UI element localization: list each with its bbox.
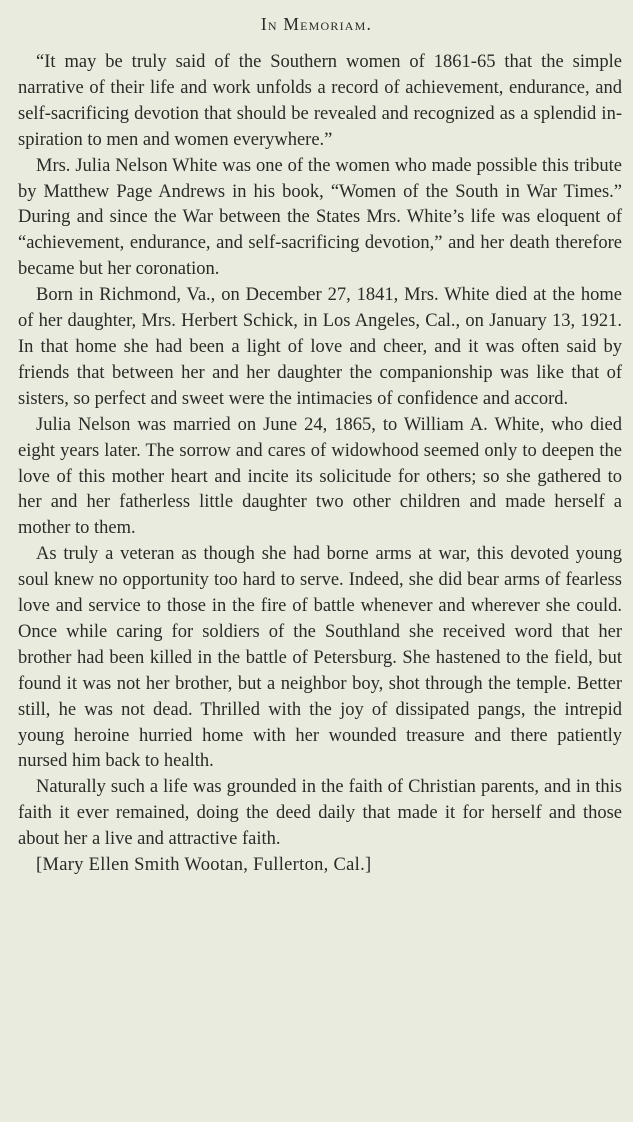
paragraph-3: Born in Richmond, Va., on December 27, 1841, Mrs. White died at the home of her daughter, Mrs. Herbert Schick, in Los Angeles, Cal., on January 13, 1921. In that home she had been a light of love and cheer, and it was often said by friends that between her and her daughter the companionship was like that of sisters, so perfect and sweet were the intimacies of confidence and accord. [18, 285, 622, 409]
paragraph-2: Mrs. Julia Nelson White was one of the women who made possible this tribute by Matthew Page Andrews in his book, “Women of the South in War Times.” During and since the War between the States Mrs. White’s life was eloquent of “achievement, endurance, and self-sacrificing devotion,” and her death therefore became but her coronation. [18, 155, 622, 280]
page-title: In Memoriam. [260, 14, 373, 34]
paragraph-1: “It may be truly said of the Southern women of 1861-65 that the simple narrative of their life and work unfolds a record of achievement, endurance, and self-sacrificing devotion that should be revealed and recognized as a splendid inspiration to men and women everywhere.” [18, 52, 622, 150]
author-signature: [Mary Ellen Smith Wootan, Fullerton, Cal.] [36, 855, 372, 876]
article-body [18, 50, 622, 879]
paragraph-4: Julia Nelson was married on June 24, 1865, to William A. White, who died eight years later. The sorrow and cares of widowhood seemed only to deepen the love of this mother heart and incite its solicitude for others; so she gathered to her and her fatherless little daughter two other children and made herself a mother to them. [18, 414, 622, 539]
paragraph-5: As truly a veteran as though she had borne arms at war, this devoted young soul knew no opportunity too hard to serve. Indeed, she did bear arms of fearless love and service to those in the fire of battle whenever and wherever she could. Once while caring for soldiers of the Southland she received word that her brother had been killed in the battle of Petersburg. She hastened to the field, but found it was not her brother, but a neighbor boy, shot through the temple. Better still, he was not dead. Thrilled with the joy of dissipated pangs, the intrepid young heroine hurried home with her wounded treasure and there patiently nursed him back to health. [18, 544, 622, 772]
paragraph-6: Naturally such a life was grounded in the faith of Christian parents, and in this faith it ever remained, doing the deed daily that made it for herself and those about her a live and attractive faith. [18, 777, 622, 850]
